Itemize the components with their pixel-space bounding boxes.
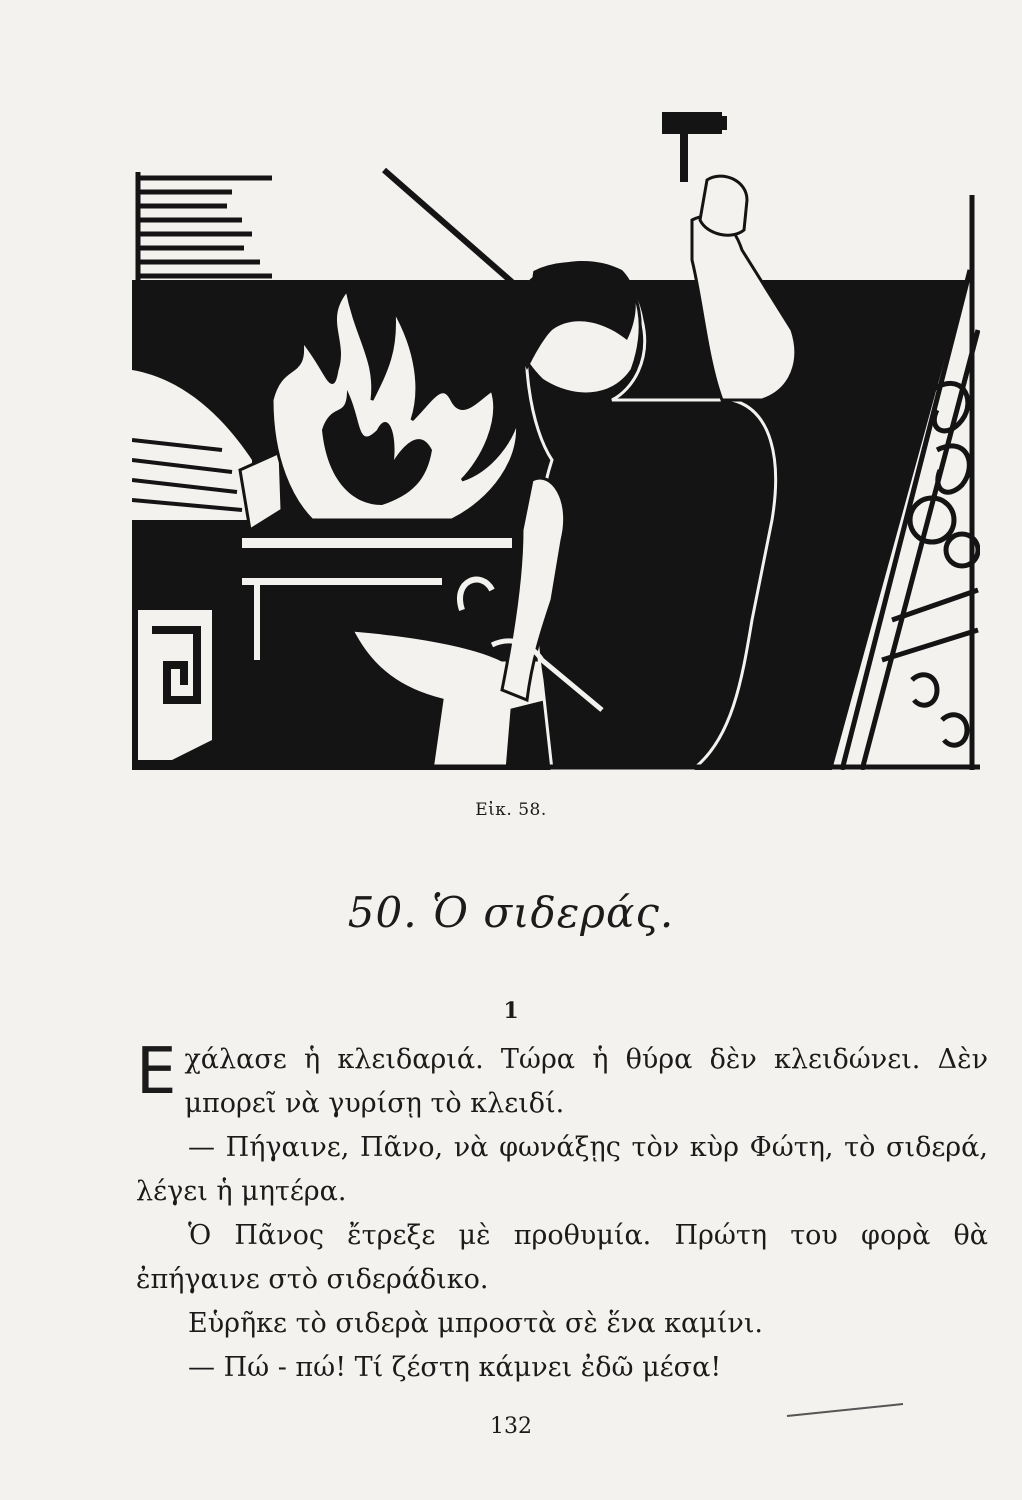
paragraph: Εὑρῆκε τὸ σιδερὰ μπροστὰ σὲ ἕνα καμίνι. — [188, 1308, 763, 1339]
paragraph: Ὁ Πᾶνος ἔτρεξε μὲ προθυμία. Πρώτη του φορὰ θὰ ἐπήγαινε στὸ σιδεράδικο. — [136, 1220, 988, 1295]
body-text — [136, 1035, 988, 1390]
blacksmith-illustration — [132, 100, 980, 770]
section-number: 1 — [503, 998, 519, 1024]
blacksmith-woodcut-icon — [132, 100, 980, 770]
page-number: 132 — [490, 1414, 532, 1439]
drop-cap: Ε — [136, 1035, 177, 1109]
paragraph: — Πήγαινε, Πᾶνο, νὰ φωνάξῃς τὸν κὺρ Φώτη, τὸ σιδερά, λέγει ἡ μητέρα. — [136, 1132, 988, 1207]
chapter-title: 50. Ὁ σιδεράς. — [347, 888, 675, 937]
paragraph: — Πώ - πώ! Τί ζέστη κάμνει ἐδῶ μέσα! — [188, 1352, 722, 1383]
paragraph — [136, 1035, 988, 1126]
paragraph-text: χάλασε ἡ κλειδαριά. Τώρα ἡ θύρα δὲν κλειδώνει. Δὲν μπορεῖ νὰ γυρίσῃ τὸ κλειδί. — [184, 1044, 988, 1119]
figure-caption: Εἰκ. 58. — [475, 800, 547, 820]
pen-mark-icon — [785, 1400, 905, 1420]
